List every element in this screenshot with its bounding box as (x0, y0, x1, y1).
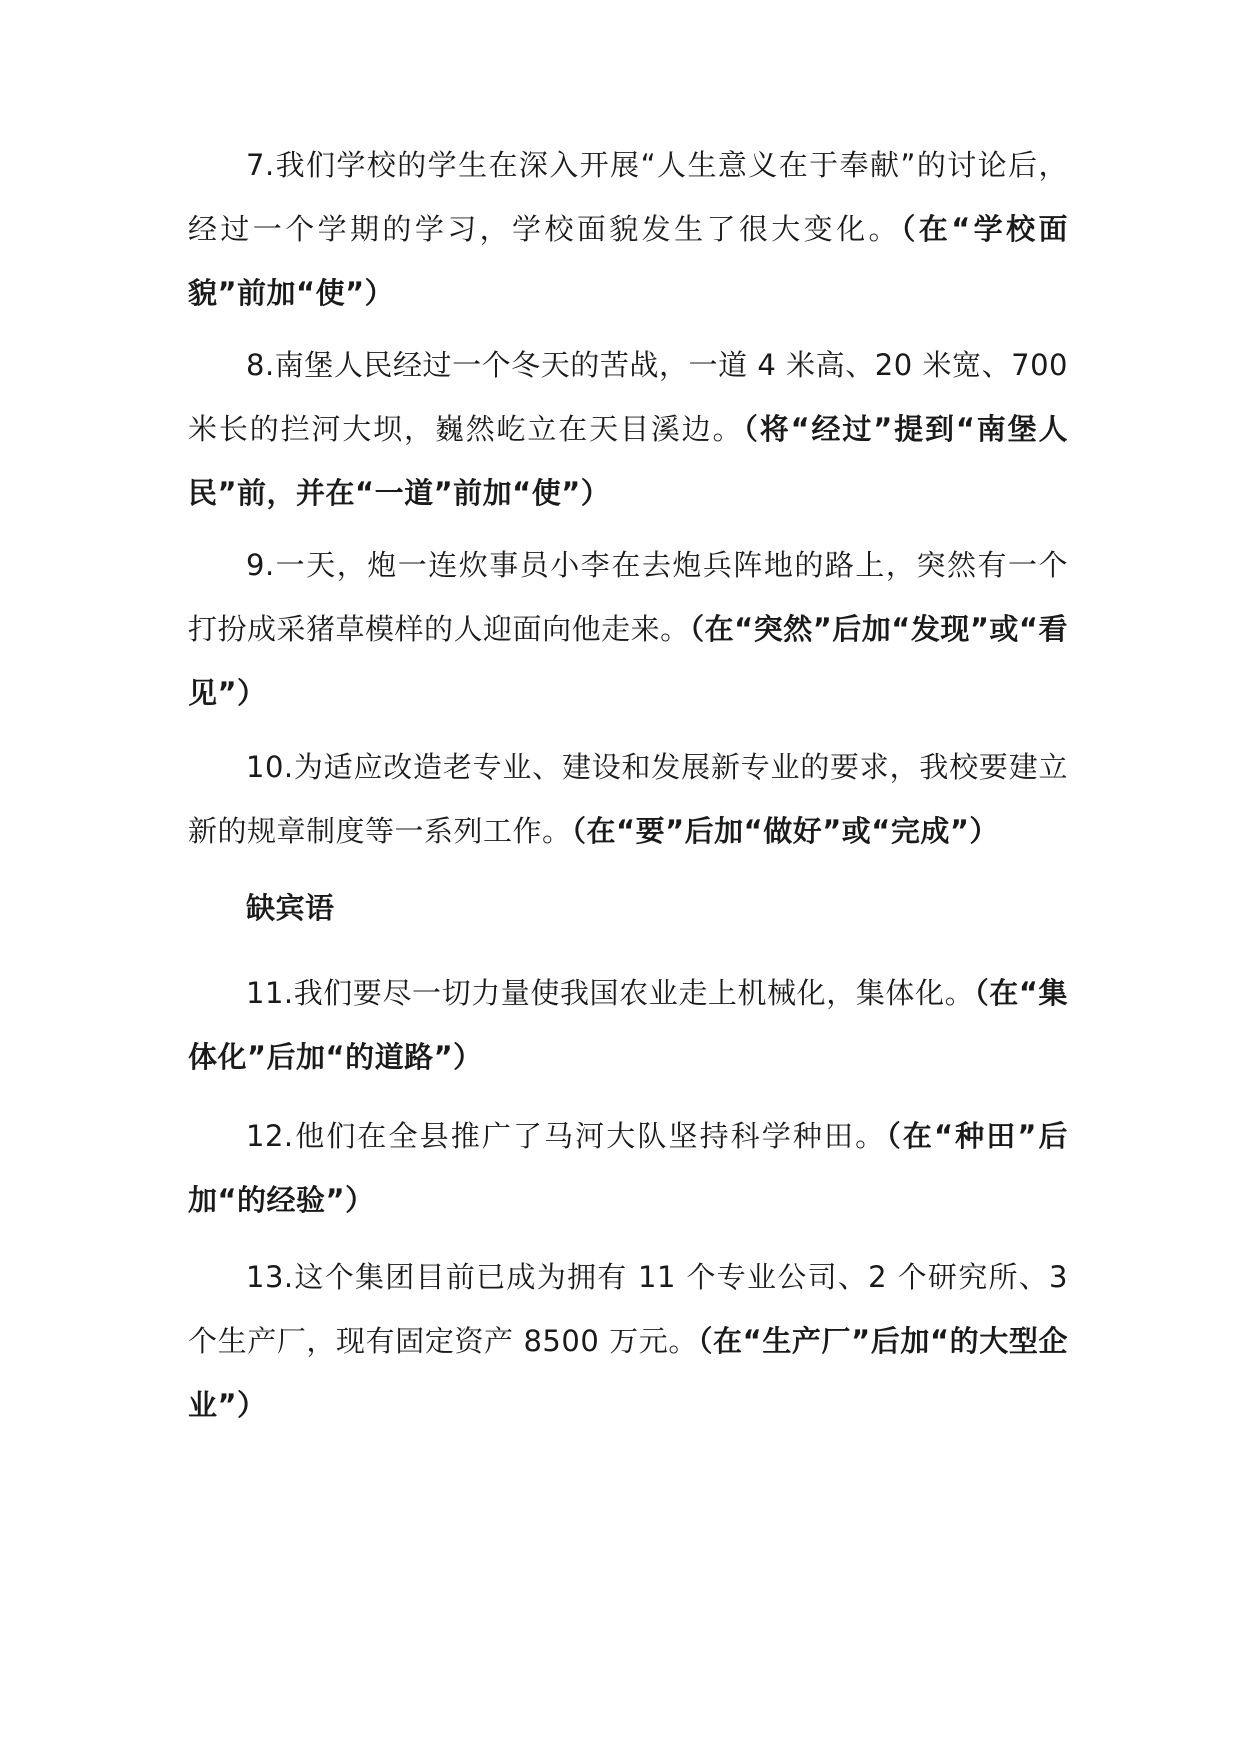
correction-note: （在“生产厂”后加“的大型企业”） (188, 1324, 1068, 1422)
correction-note: （在“要”后加“做好”或“完成”） (571, 814, 999, 848)
list-item (188, 133, 1068, 325)
list-item (188, 333, 1068, 525)
section-heading: 缺宾语 (246, 891, 335, 925)
correction-note: （在“突然”后加“发现”或“看见”） (188, 612, 1068, 710)
list-item (188, 961, 1068, 1089)
list-item (188, 1245, 1068, 1437)
correction-note: （将“经过”提到“南堡人民”前，并在“一道”前加“使”） (188, 412, 1068, 510)
sentence-text: 13.这个集团目前已成为拥有 11 个专业公司、2 个研究所、3 个生产厂，现有固定资产 8500 万元。 (188, 1260, 1069, 1358)
sentence-text: 10.为适应改造老专业、建设和发展新专业的要求，我校要建立新的规章制度等一系列工作。 (188, 750, 1068, 848)
sentence-text: 12.他们在全县推广了马河大队坚持科学种田。 (246, 1119, 887, 1153)
sentence-text: 8.南堡人民经过一个冬天的苦战，一道 4 米高、20 米宽、700 米长的拦河大坝，巍然屹立在天目溪边。 (188, 348, 1068, 446)
list-item (188, 533, 1068, 725)
sentence-text: 7.我们学校的学生在深入开展“人生意义在于奉献”的讨论后，经过一个学期的学习，学校面貌发生了很大变化。 (188, 148, 1068, 246)
list-item (188, 1104, 1068, 1232)
sentence-text: 11.我们要尽一切力量使我国农业走上机械化，集体化。 (246, 976, 975, 1010)
correction-note: （在“种田”后加“的经验”） (188, 1119, 1069, 1217)
correction-note: （在“集体化”后加“的道路”） (188, 976, 1069, 1074)
list-item (188, 735, 1068, 863)
correction-note: （在“学校面貌”前加“使”） (188, 212, 1068, 310)
sentence-text: 9.一天，炮一连炊事员小李在去炮兵阵地的路上，突然有一个打扮成采猪草模样的人迎面向他走来。 (188, 548, 1068, 646)
